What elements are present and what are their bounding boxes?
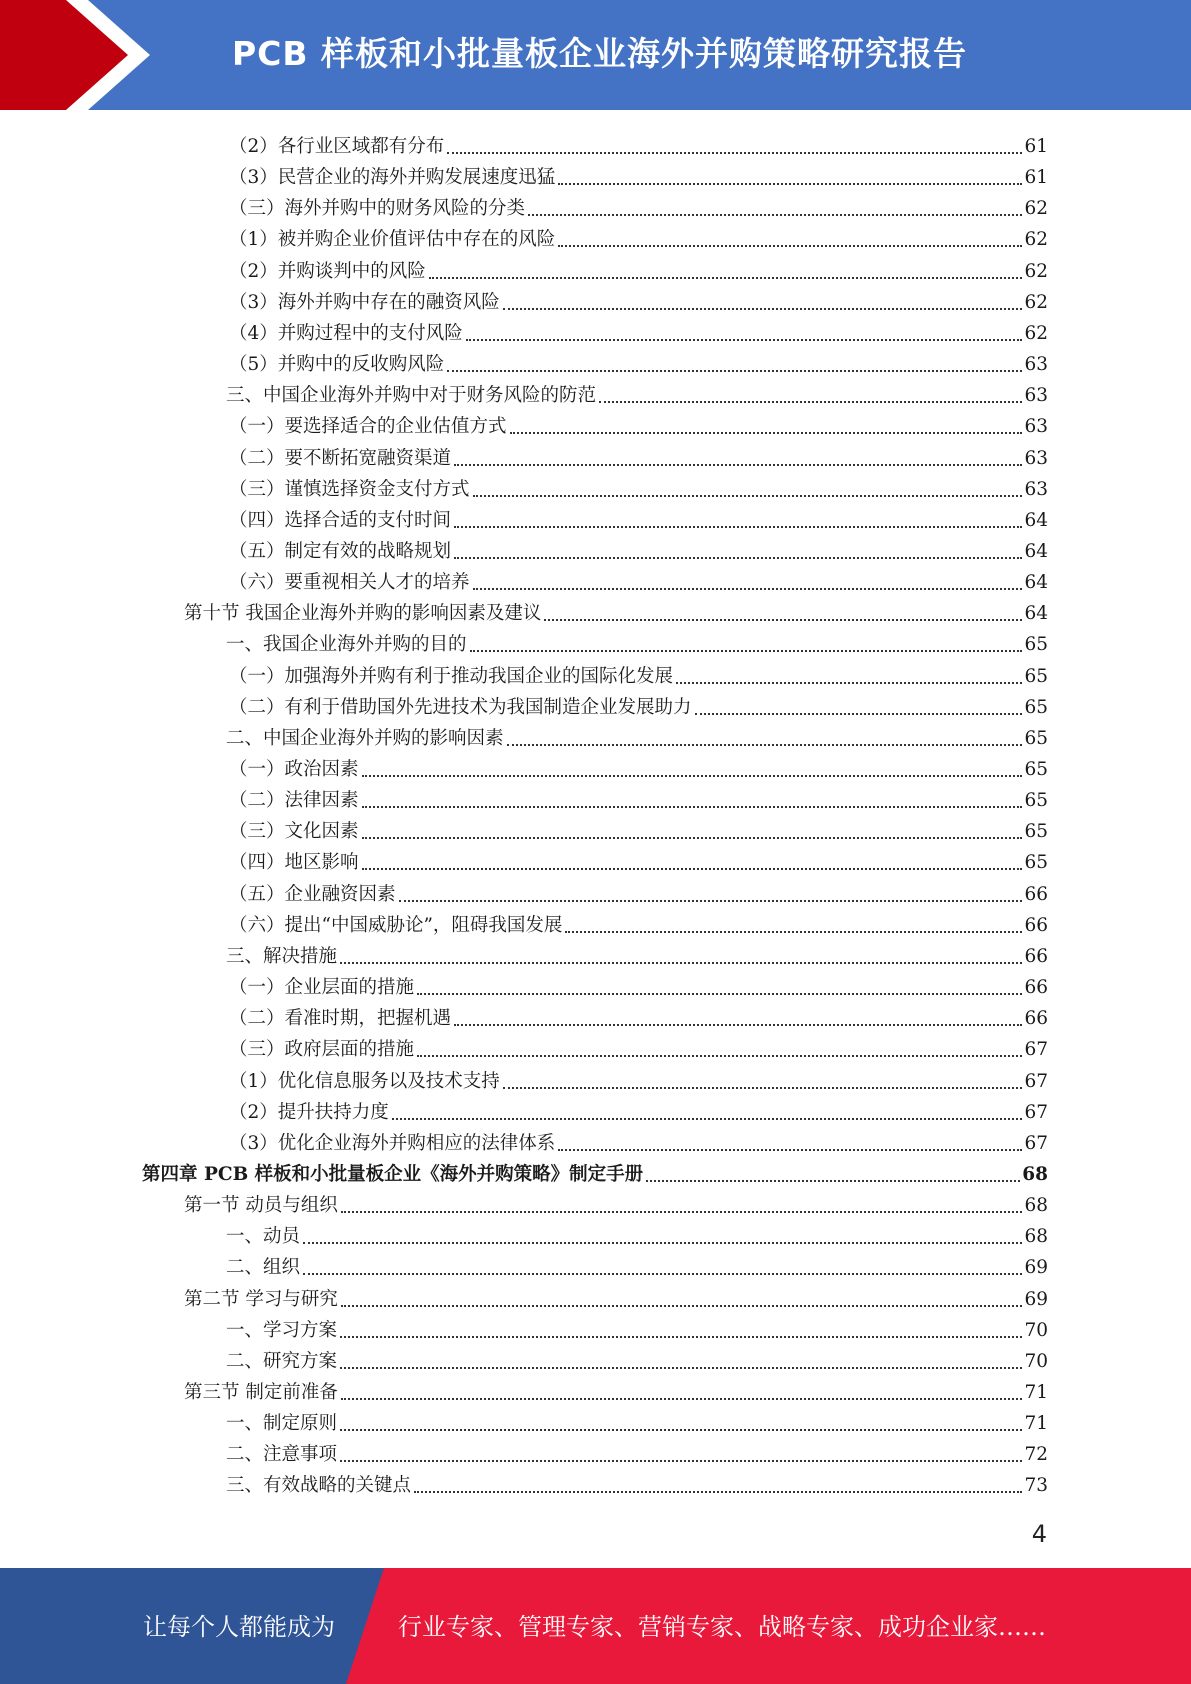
toc-entry-page: 67 (1024, 1039, 1048, 1061)
toc-entry[interactable] (229, 440, 1048, 471)
toc-entry-page: 67 (1024, 1132, 1048, 1154)
toc-entry[interactable] (229, 408, 1048, 439)
toc-entry-page: 65 (1024, 759, 1048, 780)
toc-entry-title: （一）政治因素 (229, 759, 359, 780)
toc-entry-page: 63 (1024, 354, 1048, 376)
toc-leader-dots (399, 900, 1023, 902)
toc-entry[interactable] (184, 595, 1048, 626)
toc-entry-page: 63 (1024, 385, 1048, 407)
footer-slogan-right: 行业专家、管理专家、营销专家、战略专家、成功企业家…… (398, 1613, 1046, 1641)
toc-entry-title: 二、组织 (226, 1257, 301, 1279)
toc-entry-page: 62 (1024, 229, 1048, 251)
toc-entry-page: 64 (1024, 572, 1048, 594)
toc-leader-dots (528, 214, 1022, 216)
toc-leader-dots (303, 1242, 1022, 1244)
toc-entry-page: 72 (1024, 1444, 1048, 1466)
toc-entry[interactable] (226, 1249, 1048, 1280)
toc-entry[interactable] (226, 1312, 1048, 1343)
toc-entry[interactable] (229, 782, 1048, 813)
toc-leader-dots (503, 1087, 1023, 1089)
toc-entry-title: （1）被并购企业价值评估中存在的风险 (229, 229, 556, 251)
toc-entry-title: （三）海外并购中的财务风险的分类 (229, 198, 526, 220)
toc-entry-title: 一、学习方案 (226, 1319, 338, 1341)
toc-leader-dots (362, 837, 1023, 839)
toc-entry-page: 62 (1024, 322, 1048, 344)
toc-leader-dots (473, 495, 1023, 497)
toc-leader-dots (646, 1180, 1020, 1182)
toc-entry-page: 63 (1024, 478, 1048, 500)
toc-entry-title: （二）要不断拓宽融资渠道 (229, 447, 452, 469)
toc-entry[interactable] (184, 1374, 1048, 1405)
toc-entry-page: 66 (1024, 1008, 1048, 1030)
toc-entry[interactable] (229, 907, 1048, 938)
toc-entry-page: 67 (1024, 1070, 1048, 1092)
toc-leader-dots (341, 1398, 1023, 1400)
toc-entry[interactable] (184, 1187, 1048, 1218)
document-title: PCB 样板和小批量板企业海外并购策略研究报告 (232, 34, 968, 73)
toc-entry-title: 第二节 学习与研究 (184, 1288, 338, 1310)
toc-entry-page: 63 (1024, 447, 1048, 469)
toc-entry-title: （二）有利于借助国外先进技术为我国制造企业发展助力 (229, 696, 692, 718)
toc-entry[interactable] (229, 502, 1048, 533)
toc-leader-dots (558, 1149, 1022, 1151)
toc-entry[interactable] (229, 128, 1048, 159)
toc-leader-dots (695, 713, 1023, 715)
toc-entry-title: （3）民营企业的海外并购发展速度迅猛 (229, 167, 556, 189)
toc-entry[interactable] (229, 564, 1048, 595)
toc-entry[interactable] (229, 346, 1048, 377)
toc-entry[interactable] (229, 689, 1048, 720)
toc-entry[interactable] (226, 1218, 1048, 1249)
toc-leader-dots (473, 588, 1023, 590)
toc-entry[interactable] (229, 751, 1048, 782)
toc-entry-page: 71 (1024, 1382, 1048, 1403)
toc-entry[interactable] (229, 284, 1048, 315)
toc-entry[interactable] (226, 1405, 1048, 1436)
toc-leader-dots (341, 1211, 1023, 1213)
toc-leader-dots (429, 277, 1023, 279)
toc-leader-dots (362, 868, 1023, 870)
toc-leader-dots (544, 619, 1022, 621)
toc-entry-title: 第三节 制定前准备 (184, 1382, 338, 1403)
toc-entry-page: 62 (1024, 260, 1048, 282)
page-number: 4 (1031, 1520, 1047, 1548)
toc-entry-title: 二、中国企业海外并购的影响因素 (226, 727, 504, 749)
toc-leader-dots (447, 370, 1022, 372)
toc-entry-title: 二、研究方案 (226, 1350, 338, 1372)
toc-entry-page: 61 (1024, 167, 1048, 189)
toc-entry[interactable] (229, 190, 1048, 221)
toc-leader-dots (510, 432, 1023, 434)
toc-leader-dots (507, 744, 1023, 746)
toc-entry-page: 61 (1024, 136, 1048, 157)
toc-entry-title: （三）文化因素 (229, 821, 359, 843)
toc-entry-title: 一、我国企业海外并购的目的 (226, 634, 467, 656)
toc-entry-page: 66 (1024, 977, 1048, 999)
toc-entry-page: 65 (1024, 696, 1048, 718)
toc-entry-title: （5）并购中的反收购风险 (229, 354, 445, 376)
toc-entry-page: 64 (1024, 603, 1048, 625)
toc-entry[interactable] (226, 938, 1048, 969)
toc-entry-page: 68 (1022, 1163, 1048, 1185)
toc-entry[interactable] (229, 471, 1048, 502)
toc-entry-page: 65 (1024, 852, 1048, 874)
toc-entry-title: （二）法律因素 (229, 790, 359, 812)
toc-entry[interactable] (184, 1281, 1048, 1312)
toc-leader-dots (340, 1460, 1022, 1462)
toc-entry-title: 一、动员 (226, 1226, 301, 1248)
toc-entry[interactable] (229, 1000, 1048, 1031)
toc-entry-title: （三）谨慎选择资金支付方式 (229, 478, 470, 500)
toc-entry[interactable] (229, 876, 1048, 907)
page-header (0, 0, 1191, 110)
toc-entry-page: 65 (1024, 821, 1048, 843)
toc-leader-dots (362, 775, 1023, 777)
toc-entry-page: 64 (1024, 540, 1048, 562)
toc-leader-dots (454, 526, 1022, 528)
toc-leader-dots (414, 1491, 1022, 1493)
toc-entry-title: 第四章 PCB 样板和小批量板企业《海外并购策略》制定手册 (142, 1163, 644, 1185)
footer-slogan-left: 让每个人都能成为 (143, 1613, 335, 1641)
toc-entry[interactable] (229, 969, 1048, 1000)
toc-entry[interactable] (226, 1343, 1048, 1374)
toc-entry-title: （一）企业层面的措施 (229, 977, 415, 999)
toc-leader-dots (447, 152, 1022, 154)
toc-entry-title: （一）加强海外并购有利于推动我国企业的国际化发展 (229, 665, 674, 687)
toc-entry-page: 67 (1024, 1101, 1048, 1123)
toc-entry-page: 70 (1024, 1319, 1048, 1341)
toc-entry-title: （三）政府层面的措施 (229, 1039, 415, 1061)
toc-entry-title: （4）并购过程中的支付风险 (229, 322, 463, 344)
toc-leader-dots (558, 245, 1022, 247)
toc-entry-title: （3）海外并购中存在的融资风险 (229, 291, 500, 313)
toc-entry[interactable] (229, 1094, 1048, 1125)
toc-entry-title: 第一节 动员与组织 (184, 1195, 338, 1217)
toc-entry[interactable] (229, 1125, 1048, 1156)
toc-entry[interactable] (229, 658, 1048, 689)
toc-entry-page: 65 (1024, 665, 1048, 687)
toc-entry[interactable] (229, 844, 1048, 875)
toc-leader-dots (470, 650, 1023, 652)
toc-entry-title: （五）企业融资因素 (229, 883, 396, 905)
toc-entry[interactable] (226, 1467, 1048, 1498)
toc-entry-title: 三、中国企业海外并购中对于财务风险的防范 (226, 385, 597, 407)
toc-leader-dots (340, 1429, 1022, 1431)
toc-leader-dots (454, 464, 1022, 466)
toc-entry-title: （2）并购谈判中的风险 (229, 260, 426, 282)
toc-entry-title: （2）各行业区域都有分布 (229, 136, 445, 157)
toc-entry[interactable] (229, 813, 1048, 844)
toc-entry-title: （二）看准时期，把握机遇 (229, 1008, 452, 1030)
toc-leader-dots (340, 962, 1022, 964)
toc-leader-dots (466, 339, 1023, 341)
toc-leader-dots (417, 1055, 1022, 1057)
toc-entry-page: 65 (1024, 634, 1048, 656)
toc-entry-page: 71 (1024, 1413, 1048, 1435)
toc-entry[interactable] (226, 720, 1048, 751)
toc-entry-title: 二、注意事项 (226, 1444, 338, 1466)
toc-entry-page: 69 (1024, 1288, 1048, 1310)
toc-leader-dots (565, 931, 1022, 933)
toc-entry-page: 62 (1024, 291, 1048, 313)
toc-entry[interactable] (229, 1063, 1048, 1094)
toc-entry[interactable] (229, 159, 1048, 190)
toc-leader-dots (340, 1367, 1022, 1369)
toc-entry-page: 69 (1024, 1257, 1048, 1279)
toc-leader-dots (558, 183, 1022, 185)
toc-entry-page: 66 (1024, 945, 1048, 967)
toc-entry-page: 66 (1024, 914, 1048, 936)
toc-entry-page: 65 (1024, 790, 1048, 812)
toc-entry-page: 63 (1024, 416, 1048, 438)
page-footer (0, 1568, 1191, 1684)
toc-entry-title: （3）优化企业海外并购相应的法律体系 (229, 1132, 556, 1154)
toc-entry[interactable] (226, 1436, 1048, 1467)
toc-leader-dots (392, 1118, 1023, 1120)
toc-leader-dots (362, 806, 1023, 808)
toc-entry-title: （四）地区影响 (229, 852, 359, 874)
toc-entry-title: （1）优化信息服务以及技术支持 (229, 1070, 500, 1092)
toc-leader-dots (417, 993, 1022, 995)
toc-entry-title: 一、制定原则 (226, 1413, 338, 1435)
toc-entry[interactable] (142, 1156, 1048, 1187)
toc-leader-dots (676, 682, 1022, 684)
toc-leader-dots (454, 1024, 1022, 1026)
toc-entry[interactable] (229, 221, 1048, 252)
toc-entry-title: （2）提升扶持力度 (229, 1101, 389, 1123)
toc-entry[interactable] (229, 315, 1048, 346)
toc-entry-title: 三、解决措施 (226, 945, 338, 967)
toc-entry-title: 第十节 我国企业海外并购的影响因素及建议 (184, 603, 542, 625)
toc-entry-title: （一）要选择适合的企业估值方式 (229, 416, 507, 438)
toc-entry[interactable] (226, 377, 1048, 408)
toc-leader-dots (303, 1273, 1022, 1275)
toc-entry-title: （六）要重视相关人才的培养 (229, 572, 470, 594)
toc-entry[interactable] (229, 533, 1048, 564)
toc-entry[interactable] (229, 253, 1048, 284)
toc-leader-dots (340, 1336, 1022, 1338)
toc-entry-page: 62 (1024, 198, 1048, 220)
toc-entry-page: 70 (1024, 1350, 1048, 1372)
toc-entry-page: 68 (1024, 1226, 1048, 1248)
toc-entry-page: 65 (1024, 727, 1048, 749)
toc-entry-page: 68 (1024, 1195, 1048, 1217)
toc-leader-dots (503, 308, 1023, 310)
toc-entry-title: （四）选择合适的支付时间 (229, 509, 452, 531)
toc-entry[interactable] (229, 1031, 1048, 1062)
toc-entry-page: 64 (1024, 509, 1048, 531)
toc-leader-dots (599, 401, 1022, 403)
toc-entry-title: 三、有效战略的关键点 (226, 1475, 412, 1497)
toc-entry-page: 73 (1024, 1475, 1048, 1497)
toc-entry[interactable] (226, 626, 1048, 657)
toc-entry-page: 66 (1024, 883, 1048, 905)
toc-entry-title: （六）提出“中国威胁论”，阻碍我国发展 (229, 914, 563, 936)
toc-leader-dots (454, 557, 1022, 559)
toc-entry-title: （五）制定有效的战略规划 (229, 540, 452, 562)
toc-leader-dots (341, 1305, 1023, 1307)
